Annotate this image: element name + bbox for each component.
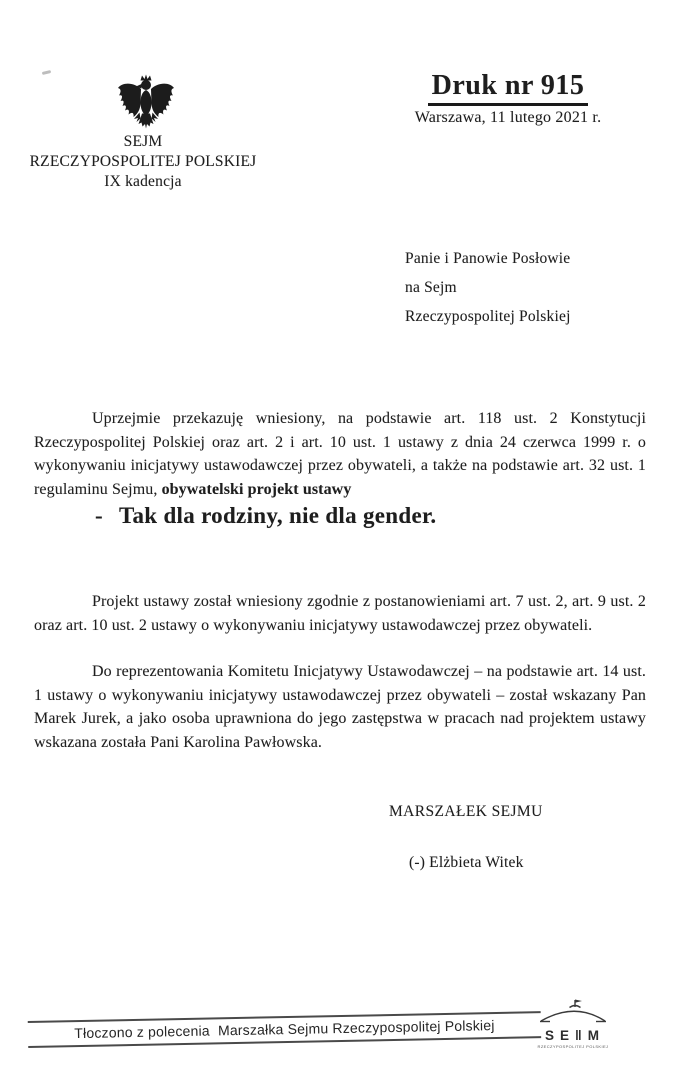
addressee-block: [405, 244, 571, 331]
bill-title: [95, 503, 436, 529]
institution-line-sejm: SEJM: [123, 133, 163, 150]
place-and-date: Warszawa, 11 lutego 2021 r.: [414, 109, 602, 126]
signature-name: (-) Elżbieta Witek: [409, 854, 524, 871]
print-number-block: [400, 70, 616, 127]
addressee-line-3: Rzeczypospolitej Polskiej: [405, 308, 571, 325]
addressee-line-1: Panie i Panowie Posłowie: [405, 250, 571, 267]
scan-artifact: [42, 70, 51, 75]
signature-role: MARSZAŁEK SEJMU: [389, 803, 543, 820]
sejm-logo-letters: SE‖M: [545, 1028, 605, 1043]
paragraph-legal-basis-text: Uprzejmie przekazuję wniesiony, na podstawie art. 118 ust. 2 Konstytucji Rzeczypospolitej Polskiej oraz art. 2 i art. 10 ust. 1 ustawy z dnia 24 czerwca 1999 r. o wykonywaniu inicjatywy ustawodawczej przez obywateli, a także na podstawie art. 32 ust. 1 regulaminu Sejmu,: [34, 410, 646, 498]
bill-title-text: Tak dla rodziny, nie dla gender.: [118, 503, 437, 528]
footer-print-note: Tłoczono z polecenia Marszałka Sejmu Rzeczypospolitej Polskiej: [28, 1011, 541, 1048]
institution-block: [12, 132, 274, 192]
paragraph-legal-basis-bold: obywatelski projekt ustawy: [161, 480, 352, 498]
institution-line-republic: RZECZYPOSPOLITEJ POLSKIEJ: [29, 153, 257, 170]
addressee-line-2: na Sejm: [405, 279, 457, 296]
bill-title-dash: -: [95, 503, 103, 528]
sejm-dome-flag-icon: [538, 998, 608, 1024]
polish-eagle-icon: [114, 72, 178, 132]
paragraph-committee: Do reprezentowania Komitetu Inicjatywy Ustawodawczej – na podstawie art. 14 ust. 1 ustawy o wykonywaniu inicjatywy ustawodawczej przez obywateli – został wskazany Pan Marek Jurek, a jako osoba uprawniona do jego zastępstwa w pracach nad projektem ustawy wskazana została Pani Karolina Pawłowska.: [34, 663, 646, 751]
print-number: Druk nr 915: [428, 70, 589, 106]
paragraph-legal-basis: [34, 407, 646, 501]
sejm-logo-caption: RZECZYPOSPOLITEJ POLSKIEJ: [537, 1044, 609, 1049]
sejm-logo: [537, 998, 609, 1049]
paragraph-submission: Projekt ustawy został wniesiony zgodnie z postanowieniami art. 7 ust. 2, art. 9 ust. 2 oraz art. 10 ust. 2 ustawy o wykonywaniu inicjatywy ustawodawczej przez obywateli.: [34, 593, 646, 634]
institution-line-term: IX kadencja: [104, 173, 182, 190]
